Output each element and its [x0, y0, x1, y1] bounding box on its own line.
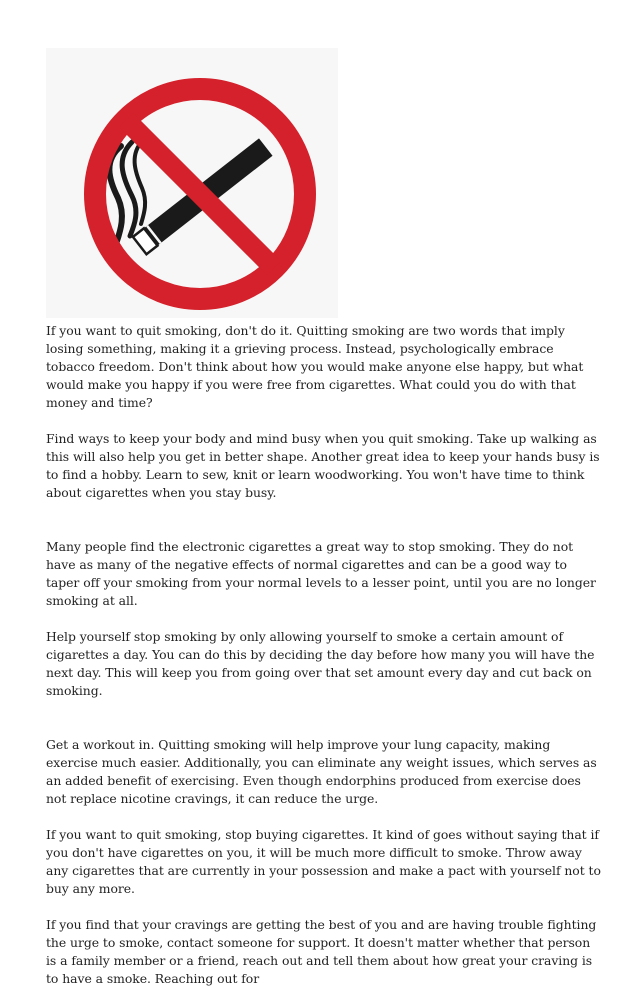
paragraph-2: Find ways to keep your body and mind busy when you quit smoking. Take up walking as this will also help you get in better shape. Another great idea to keep your hands busy is to find a hobby. Learn to sew, knit or learn woodworking. You won't have time to think about cigarettes when you stay busy. [46, 431, 600, 500]
paragraph-1: If you want to quit smoking, don't do it. Quitting smoking are two words that imply losing something, making it a grieving process. Instead, psychologically embrace tobacco freedom. Don't think about how you would make anyone else happy, but what would make you happy if you were free from cigarettes. What could you do with that money and time? [46, 323, 584, 410]
section-gap [46, 502, 602, 538]
no-smoking-sign-icon [46, 48, 338, 318]
paragraph-4: Help yourself stop smoking by only allowing yourself to smoke a certain amount of cigarettes a day. You can do this by deciding the day before how many you will have the next day. This will keep you from going over that set amount every day and cut back on smoking. [46, 629, 595, 698]
no-smoking-image [46, 48, 338, 318]
paragraph-gap [46, 412, 602, 430]
article-body [46, 322, 602, 988]
paragraph-5: Get a workout in. Quitting smoking will help improve your lung capacity, making exercise much easier. Additionally, you can eliminate any weight issues, which serves as an added benefit of exercising. Even though endorphins produced from exercise does not replace nicotine cravings, it can reduce the urge. [46, 737, 597, 806]
paragraph-7: If you find that your cravings are getting the best of you and are having trouble fighting the urge to smoke, contact someone for support. It doesn't matter whether that person is a family member or a friend, reach out and tell them about how great your craving is to have a smoke. Reaching out for [46, 917, 597, 986]
paragraph-3: Many people find the electronic cigarettes a great way to stop smoking. They do not have as many of the negative effects of normal cigarettes and can be a good way to taper off your smoking from your normal levels to a lesser point, until you are no longer smoking at all. [46, 539, 596, 608]
paragraph-gap [46, 610, 602, 628]
paragraph-gap [46, 808, 602, 826]
section-gap [46, 700, 602, 736]
paragraph-6: If you want to quit smoking, stop buying cigarettes. It kind of goes without saying that if you don't have cigarettes on you, it will be much more difficult to smoke. Throw away any cigarettes that are currently in your possession and make a pact with yourself not to buy any more. [46, 827, 601, 896]
paragraph-gap [46, 898, 602, 916]
